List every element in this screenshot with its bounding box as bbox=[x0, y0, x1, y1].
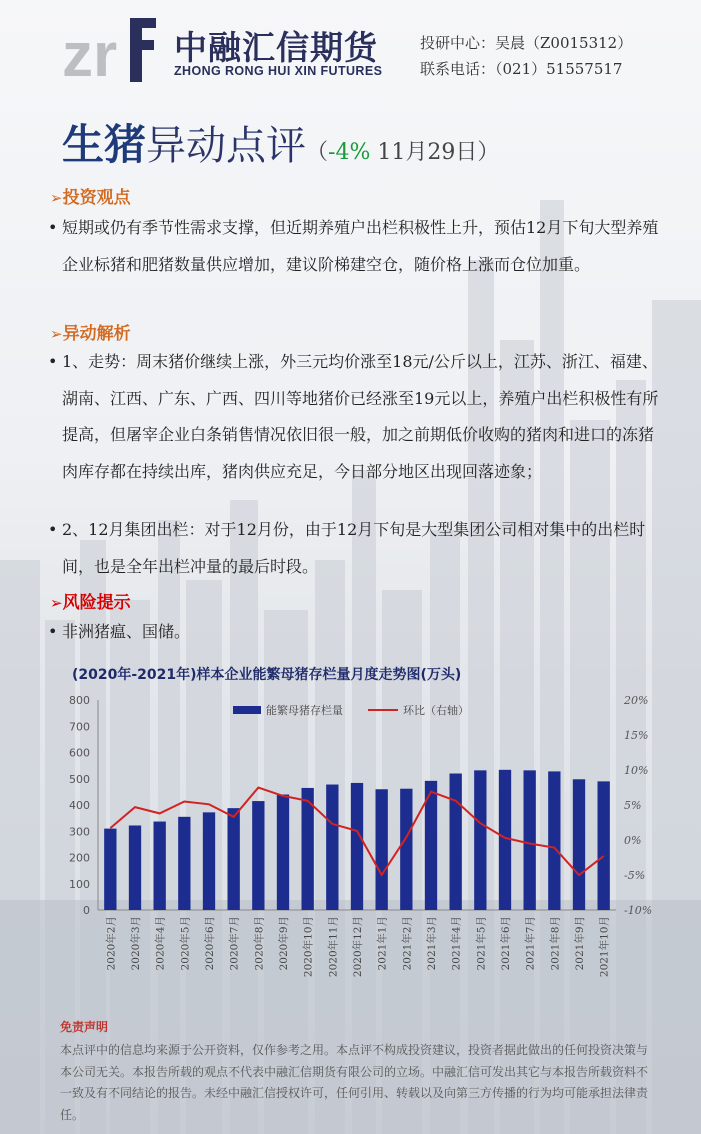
x-tick-label: 2021年1月 bbox=[376, 916, 389, 971]
bar-2020年2月 bbox=[104, 829, 116, 910]
x-tick-label: 2020年6月 bbox=[204, 916, 216, 971]
y-right-tick-label: 0% bbox=[624, 834, 642, 847]
y-left-tick-label: 300 bbox=[69, 825, 90, 839]
y-right-tick-label: 10% bbox=[624, 764, 649, 777]
bar-2021年9月 bbox=[573, 779, 585, 910]
bar-2021年7月 bbox=[524, 770, 536, 910]
title-topic: 异动点评 bbox=[146, 123, 307, 169]
disclaimer-title: 免责声明 bbox=[60, 1020, 109, 1034]
x-tick-label: 2020年7月 bbox=[228, 916, 241, 971]
bar-2021年2月 bbox=[400, 789, 412, 910]
bar-2021年10月 bbox=[598, 781, 610, 910]
bar-2020年11月 bbox=[326, 785, 338, 910]
bar-2020年12月 bbox=[351, 783, 363, 910]
bar-2020年8月 bbox=[252, 801, 264, 910]
bar-2020年10月 bbox=[302, 788, 314, 910]
contact-info bbox=[420, 30, 632, 82]
y-left-tick-label: 700 bbox=[69, 720, 90, 734]
view-paragraph: • 短期或仍有季节性需求支撑，但近期养殖户出栏积极性上升，预估12月下旬大型养殖企业标猪和肥猪数量供应增加，建议阶梯建空仓，随价格上涨而仓位加重。 bbox=[48, 210, 668, 283]
phone-contact: 联系电话：（021）51557517 bbox=[420, 60, 623, 78]
x-tick-label: 2021年10月 bbox=[598, 916, 611, 978]
x-tick-label: 2021年6月 bbox=[500, 916, 512, 971]
x-tick-label: 2020年4月 bbox=[154, 916, 167, 971]
y-left-tick-label: 200 bbox=[69, 851, 90, 865]
y-left-tick-label: 800 bbox=[69, 694, 90, 707]
sow-inventory-chart bbox=[48, 690, 668, 1010]
zrhx-logo-mark bbox=[62, 12, 170, 82]
x-tick-label: 2021年9月 bbox=[574, 916, 586, 971]
logo-chinese-name: 中融汇信期货 bbox=[174, 28, 378, 67]
y-right-tick-label: -5% bbox=[624, 869, 646, 882]
x-tick-label: 2021年4月 bbox=[450, 916, 463, 971]
x-tick-label: 2021年2月 bbox=[401, 916, 414, 971]
y-left-tick-label: 0 bbox=[83, 904, 90, 917]
title-paren-open: （ bbox=[306, 140, 329, 165]
company-logo bbox=[62, 12, 382, 82]
x-tick-label: 2021年7月 bbox=[524, 916, 537, 971]
legend-line-label: 环比（右轴） bbox=[403, 704, 469, 717]
bar-2021年4月 bbox=[450, 774, 462, 911]
x-tick-label: 2020年5月 bbox=[179, 916, 192, 971]
svg-text:zr: zr bbox=[62, 21, 118, 82]
section-heading-risk: ➢风险提示 bbox=[50, 593, 131, 613]
title-commodity: 生猪 bbox=[62, 120, 147, 169]
arrow-icon: ➢ bbox=[50, 594, 63, 612]
x-tick-label: 2020年3月 bbox=[130, 916, 142, 971]
x-tick-label: 2020年2月 bbox=[105, 916, 118, 971]
page-title bbox=[62, 112, 499, 172]
x-tick-label: 2020年11月 bbox=[327, 916, 340, 978]
legend-bar-swatch bbox=[233, 706, 261, 714]
bar-2021年6月 bbox=[499, 770, 511, 910]
section-heading-analysis: ➢异动解析 bbox=[50, 324, 131, 344]
arrow-icon: ➢ bbox=[50, 189, 63, 207]
x-tick-label: 2020年10月 bbox=[302, 916, 315, 978]
bar-2020年4月 bbox=[154, 822, 166, 910]
bar-2020年5月 bbox=[178, 817, 190, 910]
bullet-icon: • bbox=[48, 218, 58, 237]
price-change: -4% bbox=[328, 140, 371, 165]
analysis-paragraph-2: • 2、12月集团出栏：对于12月份，由于12月下旬是大型集团公司相对集中的出栏时间，也是全年出栏冲量的最后时段。 bbox=[48, 512, 668, 585]
chart-title: (2020年-2021年)样本企业能繁母猪存栏量月度走势图(万头) bbox=[72, 667, 462, 683]
bar-2020年3月 bbox=[129, 825, 141, 910]
x-tick-label: 2021年8月 bbox=[549, 916, 562, 971]
bar-2021年5月 bbox=[474, 770, 486, 910]
y-left-tick-label: 400 bbox=[69, 799, 90, 812]
bar-2020年6月 bbox=[203, 812, 215, 910]
bar-2021年8月 bbox=[548, 771, 560, 910]
y-right-tick-label: 15% bbox=[624, 729, 649, 742]
legend-bar-label: 能繁母猪存栏量 bbox=[266, 704, 343, 717]
x-tick-label: 2021年5月 bbox=[475, 916, 488, 971]
section-heading-view: ➢投资观点 bbox=[50, 188, 131, 208]
title-date: 11月29日） bbox=[370, 140, 500, 165]
y-right-tick-label: 5% bbox=[624, 799, 642, 812]
x-tick-label: 2020年9月 bbox=[278, 916, 290, 971]
bullet-icon: • bbox=[48, 352, 58, 371]
x-tick-label: 2021年3月 bbox=[426, 916, 438, 971]
y-left-tick-label: 600 bbox=[69, 746, 90, 760]
disclaimer-body: 本点评中的信息均来源于公开资料，仅作参考之用。本点评不构成投资建议，投资者据此做出的任何投资决策与本公司无关。本报告所载的观点不代表中融汇信期货有限公司的立场。中融汇信可发出其它与本报告所载资料不一致及有不同结论的报告。未经中融汇信授权许可，任何引用、转载以及向第三方传播的行为均可能承担法律责任。 bbox=[60, 1043, 649, 1122]
risk-paragraph: • 非洲猪瘟、国储。 bbox=[48, 614, 668, 651]
bar-2020年7月 bbox=[228, 808, 240, 910]
bullet-icon: • bbox=[48, 622, 58, 641]
bar-2021年1月 bbox=[376, 789, 388, 910]
logo-english-name: ZHONG RONG HUI XIN FUTURES bbox=[174, 64, 383, 78]
y-right-tick-label: 20% bbox=[624, 694, 649, 707]
arrow-icon: ➢ bbox=[50, 325, 63, 343]
research-contact: 投研中心：吴晨（Z0015312） bbox=[420, 34, 633, 52]
x-tick-label: 2020年12月 bbox=[352, 916, 364, 978]
y-left-tick-label: 500 bbox=[69, 772, 90, 786]
bullet-icon: • bbox=[48, 520, 58, 539]
y-left-tick-label: 100 bbox=[69, 877, 90, 891]
analysis-paragraph-1: • 1、走势：周末猪价继续上涨，外三元均价涨至18元/公斤以上，江苏、浙江、福建、湖南、江西、广东、广西、四川等地猪价已经涨至19元以上，养殖户出栏积极性有所提高，但屠宰企业白条销售情况依旧很一般，加之前期低价收购的猪肉和进口的冻猪肉库存都在持续出库，猪肉供应充足，今日部分地区出现回落迹象； bbox=[48, 344, 668, 490]
y-right-tick-label: -10% bbox=[624, 904, 653, 917]
bar-2020年9月 bbox=[277, 795, 289, 911]
x-tick-label: 2020年8月 bbox=[253, 916, 266, 971]
